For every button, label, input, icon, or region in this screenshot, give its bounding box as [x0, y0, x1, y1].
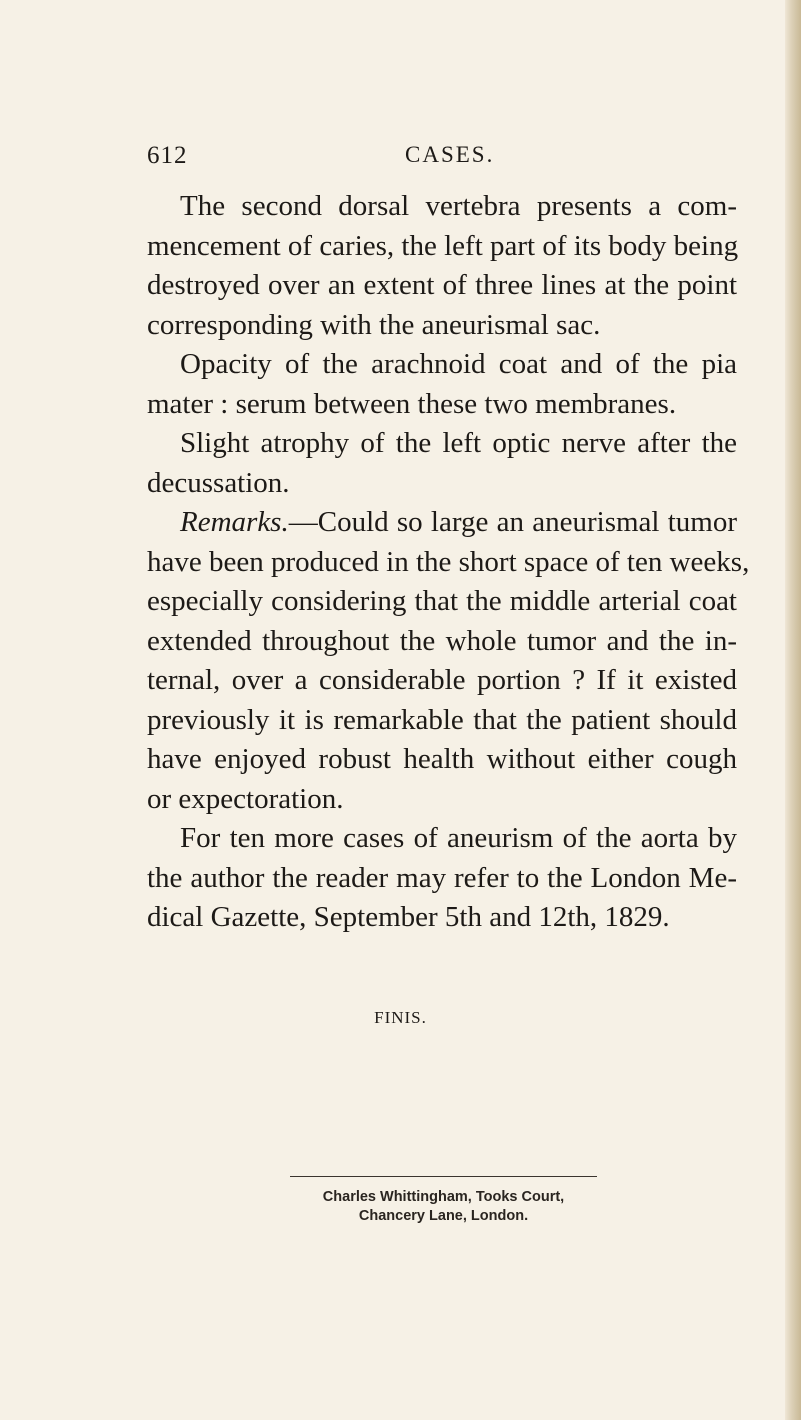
text-line: Slight atrophy of the left optic nerve after the: [180, 427, 737, 459]
page-number: 612: [147, 142, 188, 169]
text-line: previously it is remarkable that the patient should: [147, 703, 737, 736]
text-line: mencement of caries, the left part of its body being: [147, 229, 739, 262]
finis: FINIS.: [374, 1008, 427, 1027]
printer-imprint: [290, 1188, 597, 1226]
body-text: [147, 187, 750, 938]
remarks-first-line: [147, 503, 737, 543]
text-line: the author the reader may refer to the London Me-: [147, 861, 737, 894]
remarks-label: Remarks.: [180, 506, 289, 538]
text-line: corresponding with the aneurismal sac.: [147, 308, 601, 341]
text-line: dical Gazette, September 5th and 12th, 1829.: [147, 901, 670, 933]
text-line: Opacity of the arachnoid coat and of the pia: [180, 348, 737, 380]
text-line: destroyed over an extent of three lines at the point: [147, 269, 737, 301]
running-head: [147, 142, 737, 182]
text-line: decussation.: [147, 466, 290, 499]
text-line: extended throughout the whole tumor and the in-: [147, 624, 737, 657]
running-title: CASES.: [405, 142, 495, 167]
text-line: have enjoyed robust health without either cough: [147, 743, 737, 775]
remarks-first-line-text: —Could so large an aneurismal tumor: [288, 506, 737, 538]
text-line: mater : serum between these two membranes.: [147, 387, 677, 420]
text-line: have been produced in the short space of ten weeks,: [147, 545, 750, 578]
text-line: especially considering that the middle arterial coat: [147, 585, 737, 617]
text-line: or expectoration.: [147, 782, 344, 815]
text-line: The second dorsal vertebra presents a com-: [180, 190, 737, 222]
page-edge: [785, 0, 801, 1420]
printer-line-1: Charles Whittingham, Tooks Court,: [322, 1189, 565, 1205]
text-line: ternal, over a considerable portion ? If it existed: [147, 664, 737, 696]
text-line: For ten more cases of aneurism of the aorta by: [180, 822, 737, 854]
printer-rule: [290, 1176, 597, 1177]
printer-line-2: Chancery Lane, London.: [358, 1208, 529, 1224]
